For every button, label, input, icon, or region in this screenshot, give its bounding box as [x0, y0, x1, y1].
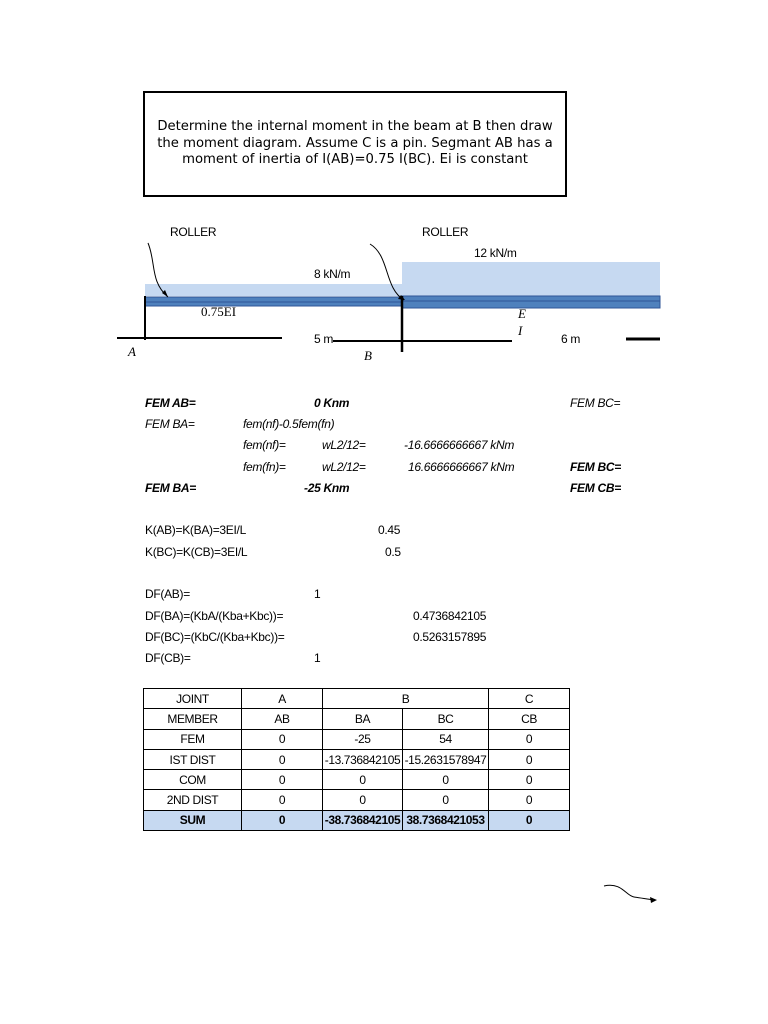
df-bc-label: DF(BC)=(KbC/(Kba+Kbc))=: [145, 630, 285, 644]
load-ab-label: 8 kN/m: [314, 267, 351, 281]
table-row: [144, 729, 570, 749]
ei-ab-label: [201, 304, 236, 320]
fem-bc-label-2: FEM BC=: [570, 460, 621, 474]
ei-ab-text: 0.75EI: [201, 304, 237, 319]
table-cell: -15.2631578947: [403, 749, 489, 769]
ei-bc-label-e: E: [518, 306, 526, 321]
table-cell: AB: [242, 709, 323, 729]
table-cell: 0: [489, 749, 570, 769]
fem-ab-value: 0 Knm: [314, 396, 350, 410]
k-bc-label: K(BC)=K(CB)=3EI/L: [145, 545, 248, 559]
k-ab-value: 0.45: [378, 523, 401, 537]
load-bc-label: 12 kN/m: [474, 246, 517, 260]
beam-diagram: [0, 0, 768, 380]
fem-ba-value: -25 Knm: [304, 481, 350, 495]
table-cell: 2ND DIST: [144, 790, 242, 810]
table-cell: CB: [489, 709, 570, 729]
fem-nf-label: fem(nf)=: [243, 438, 286, 452]
df-ba-label: DF(BA)=(KbA/(Kba+Kbc))=: [145, 609, 284, 623]
fem-fn-formula: wL2/12=: [322, 460, 366, 474]
df-ab-label: DF(AB)=: [145, 587, 190, 601]
table-cell: B: [323, 689, 489, 709]
table-cell: 0: [489, 810, 570, 830]
table-cell: 0: [403, 770, 489, 790]
table-cell: 0: [489, 729, 570, 749]
ei-bc-label-i: I: [518, 323, 523, 338]
roller-mid-label: ROLLER: [422, 225, 469, 239]
fem-bc-label-1: FEM BC=: [570, 396, 621, 410]
table-cell: 0: [242, 810, 323, 830]
df-ba-value: 0.4736842105: [413, 609, 487, 623]
continue-arrow-icon: [600, 880, 664, 910]
moment-distribution-table: [143, 688, 570, 831]
df-cb-value: 1: [314, 651, 321, 665]
table-row: [144, 770, 570, 790]
table-joint-row: [144, 689, 570, 709]
table-cell: -38.736842105: [323, 810, 403, 830]
table-cell: 0: [489, 770, 570, 790]
table-cell: 0: [489, 790, 570, 810]
df-bc-value: 0.5263157895: [413, 630, 487, 644]
table-cell: MEMBER: [144, 709, 242, 729]
fem-ab-label: FEM AB=: [145, 396, 196, 410]
table-cell: JOINT: [144, 689, 242, 709]
table-cell: 0: [242, 729, 323, 749]
k-ab-label: K(AB)=K(BA)=3EI/L: [145, 523, 246, 537]
table-row: [144, 790, 570, 810]
table-row: [144, 749, 570, 769]
table-cell: BA: [323, 709, 403, 729]
fem-fn-value: 16.6666666667 kNm: [408, 460, 515, 474]
table-cell: 0: [242, 749, 323, 769]
table-cell: 0: [323, 790, 403, 810]
load-bc-area: [402, 262, 660, 296]
table-cell: A: [242, 689, 323, 709]
table-member-row: [144, 709, 570, 729]
fem-ba-label-1: FEM BA=: [145, 417, 195, 431]
table-cell: BC: [403, 709, 489, 729]
table-cell: 0: [403, 790, 489, 810]
df-cb-label: DF(CB)=: [145, 651, 191, 665]
fem-fn-label: fem(fn)=: [243, 460, 286, 474]
table-cell: FEM: [144, 729, 242, 749]
table-cell: COM: [144, 770, 242, 790]
table-sum-row: [144, 810, 570, 830]
table-cell: C: [489, 689, 570, 709]
fem-nf-value: -16.6666666667 kNm: [404, 438, 515, 452]
length-bc-label: 6 m: [561, 332, 581, 346]
table-cell: 38.7368421053: [403, 810, 489, 830]
beam-bc: [402, 296, 660, 308]
table-cell: 0: [242, 770, 323, 790]
table-cell: -25: [323, 729, 403, 749]
table-cell: 0: [242, 790, 323, 810]
fem-cb-label: FEM CB=: [570, 481, 621, 495]
fem-nf-formula: wL2/12=: [322, 438, 366, 452]
length-ab-label: 5 m: [314, 332, 334, 346]
table-cell: IST DIST: [144, 749, 242, 769]
table-cell: SUM: [144, 810, 242, 830]
problem-text: Determine the internal moment in the beam at B then draw the moment diagram. Assume C is a pin. Segmant AB has a moment of inertia of I(AB)=0.75 I(BC). Ei is constant: [157, 119, 553, 168]
table-cell: 0: [323, 770, 403, 790]
load-ab-area: [145, 284, 403, 296]
k-bc-value: 0.5: [385, 545, 401, 559]
point-a-label: A: [128, 344, 136, 359]
table-cell: 54: [403, 729, 489, 749]
fem-ba-formula: fem(nf)-0.5fem(fn): [243, 417, 335, 431]
fem-ba-label-2: FEM BA=: [145, 481, 196, 495]
roller-left-label: ROLLER: [170, 225, 217, 239]
point-b-label: B: [364, 348, 372, 363]
df-ab-value: 1: [314, 587, 321, 601]
table-cell: -13.736842105: [323, 749, 403, 769]
